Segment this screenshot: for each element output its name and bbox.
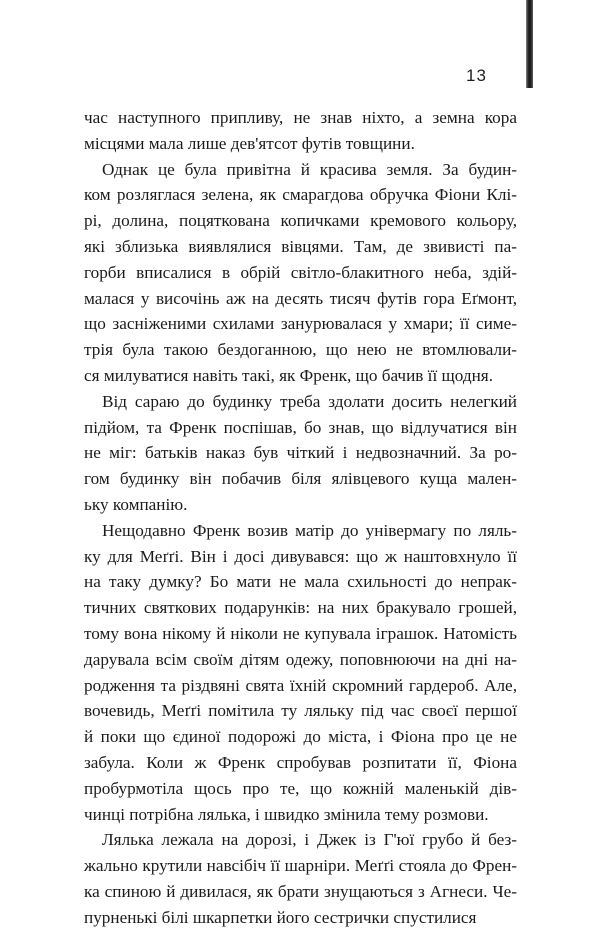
text-line: горби вписалися в обрій світло-блакитного неба, здій- <box>84 262 517 282</box>
text-line: тому вона нікому й ніколи не купувала іграшок. Натомість <box>84 623 517 643</box>
text-line: ком розляглася зелена, як смарагдова обручка Фіони Клі- <box>84 185 517 205</box>
text-line: малася у височінь аж на десять тисяч футів гора Еґмонт, <box>84 288 517 308</box>
text-line: Від сараю до будинку треба здолати досить нелегкий <box>102 391 517 411</box>
text-line: рі, долина, поцяткована копичками кремового кольору, <box>84 211 517 231</box>
text-line: тичних святкових подарунків: на них бракувало грошей, <box>84 598 517 618</box>
text-line: пробурмотіла щось про те, що кожній маленькій дів- <box>84 778 517 798</box>
body-text <box>84 105 517 931</box>
text-line: Нещодавно Френк возив матір до універмагу по ляль- <box>102 520 517 540</box>
text-line: пурненькі білі шкарпетки його сестрички спустилися <box>84 907 477 927</box>
text-line: ку для Меґґі. Він і досі дивувався: що ж наштовхнуло її <box>84 546 517 566</box>
text-line: забула. Коли ж Френк спробував розпитати її, Фіона <box>84 752 517 772</box>
text-line: ка спиною й дивилася, як брати знущаються з Агнеси. Че- <box>84 881 517 901</box>
text-line: вочевидь, Меґґі помітила ту ляльку під час своєї першої <box>84 701 517 721</box>
text-line: Лялька лежала на дорозі, і Джек із Г'юї грубо й без- <box>102 830 517 850</box>
text-line: місцями мала лише дев'ятсот футів товщини. <box>84 133 415 153</box>
page-number: 13 <box>466 66 487 85</box>
text-line: дарувала всім своїм дітям одежу, поповнюючи на дні на- <box>84 649 517 669</box>
text-line: Однак це була привітна й красива земля. За будин- <box>102 159 517 179</box>
text-line: час наступного припливу, не знав ніхто, а земна кора <box>84 108 517 127</box>
text-line: й поки що єдиної подорожі до міста, і Фіона про це не <box>84 727 517 747</box>
text-line: які зблизька виявлялися вівцями. Там, де звивисті па- <box>84 236 517 256</box>
text-line: не міг: батьків наказ був чіткий і недвозначний. За ро- <box>84 443 517 463</box>
text-line: гом будинку він побачив біля ялівцевого куща мален- <box>84 469 517 489</box>
text-line: жально крутили навсібіч її шарніри. Меґґі стояла до Френ- <box>84 856 517 876</box>
text-line: що засніженими схилами занурювалася у хмари; її симе- <box>84 314 517 334</box>
text-line: ся милуватися навіть такі, як Френк, що бачив її щодня. <box>84 365 494 385</box>
text-line: родження та різдвяні свята їхній скромний гардероб. Але, <box>84 675 517 695</box>
text-line: трія була такою бездоганною, що нею не втомлювали- <box>84 340 517 360</box>
text-line: ьку компанію. <box>84 494 188 514</box>
text-line: підйом, та Френк поспішав, бо знав, що відлучатися він <box>84 417 517 437</box>
text-line: на таку думку? Бо мати не мала схильності до непрак- <box>84 572 517 592</box>
page-edge-mark <box>526 0 533 88</box>
text-line: чинці потрібна лялька, і швидко змінила тему розмови. <box>84 804 489 824</box>
